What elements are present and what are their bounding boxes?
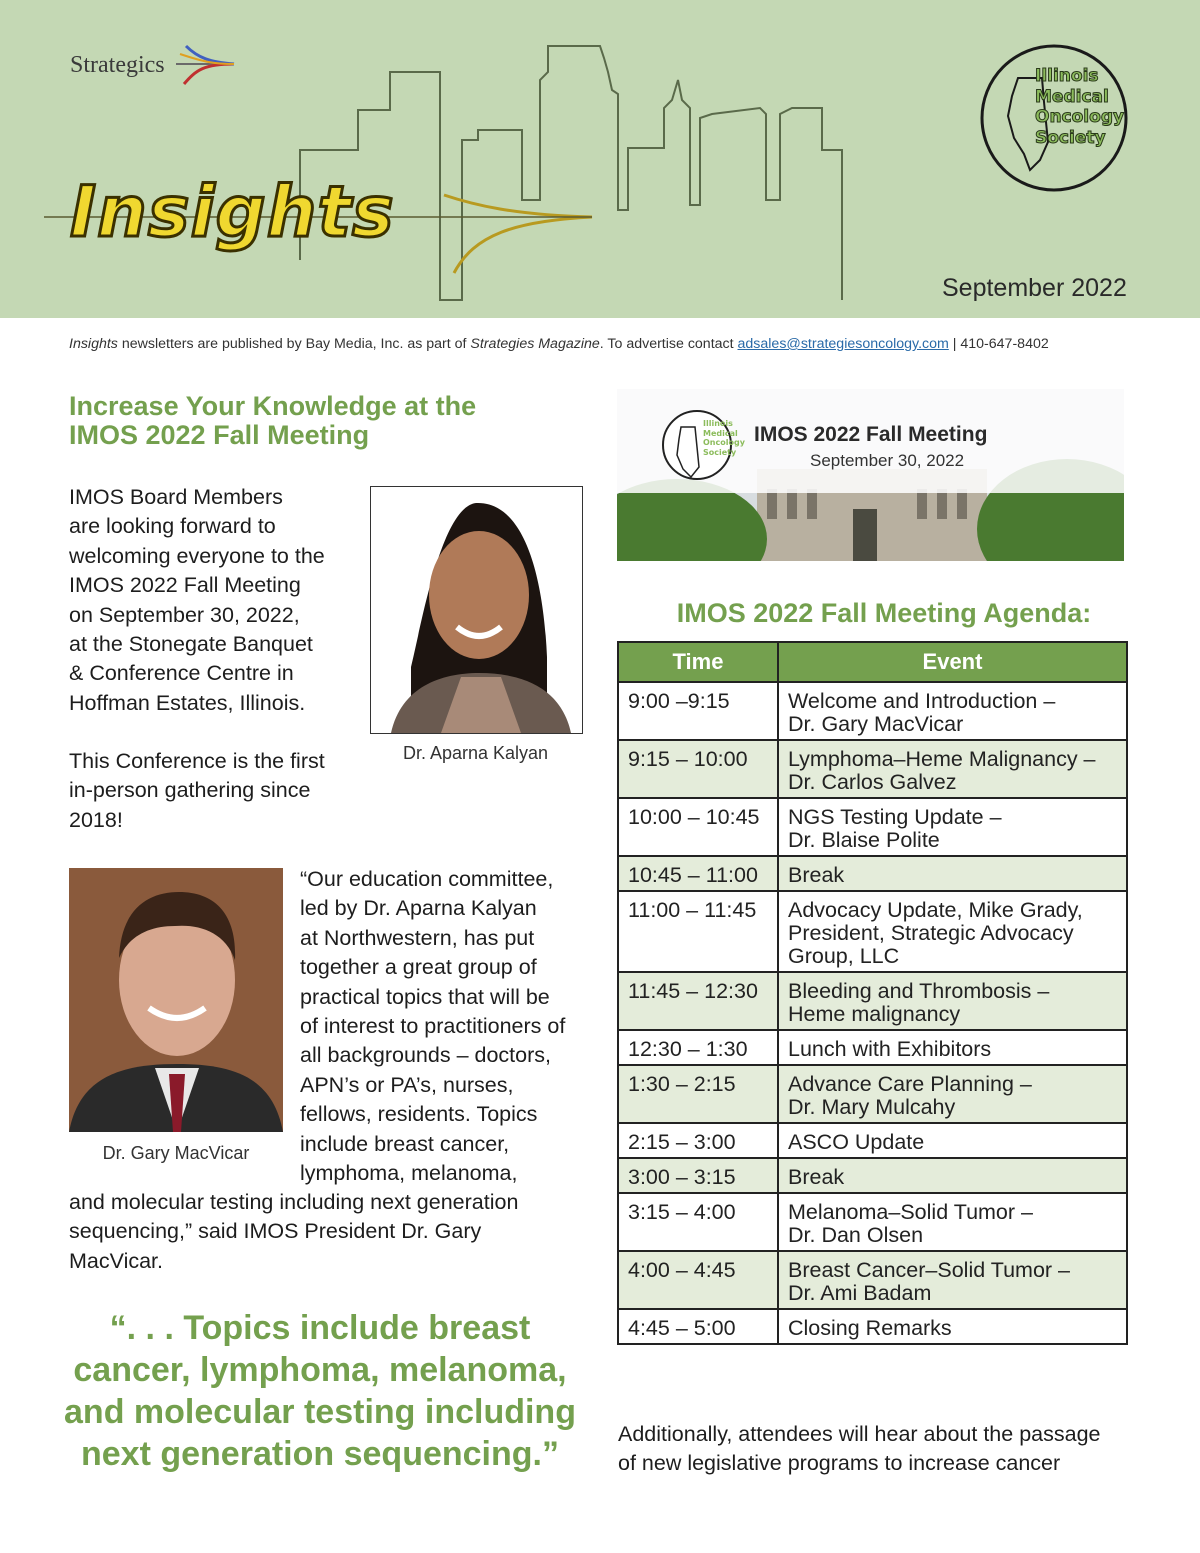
insights-italic: Insights <box>69 336 118 352</box>
text-line: MacVicar. <box>69 1248 163 1273</box>
macvicar-caption: Dr. Gary MacVicar <box>102 1143 250 1163</box>
agenda-row <box>618 1065 1127 1123</box>
imos-seal-text <box>1035 66 1135 148</box>
first-gathering-paragraph <box>69 747 359 835</box>
agenda-table <box>617 641 1128 1345</box>
text-line: APN’s or PA’s, nurses, <box>300 1072 514 1097</box>
text-line: “Our education committee, <box>300 867 554 891</box>
agenda-event-line: Dr. Ami Badam <box>788 1281 932 1305</box>
closing-paragraph <box>618 1420 1138 1479</box>
text-line: & Conference Centre in <box>69 661 294 686</box>
seal-line: Oncology <box>1035 107 1125 127</box>
agenda-event <box>778 1158 1127 1193</box>
text-line: of new legislative programs to increase cancer <box>618 1451 1061 1476</box>
agenda-event-line: Heme malignancy <box>788 1002 961 1026</box>
agenda-event <box>778 972 1127 1030</box>
agenda-time: 9:15 – 10:00 <box>618 740 778 798</box>
seal-line: Society <box>1035 127 1106 148</box>
agenda-time: 12:30 – 1:30 <box>618 1030 778 1065</box>
seal-line: Medical <box>1035 86 1109 107</box>
agenda-time: 3:00 – 3:15 <box>618 1158 778 1193</box>
agenda-event <box>778 798 1127 856</box>
text-line: in-person gathering since <box>69 778 311 803</box>
agenda-time: 1:30 – 2:15 <box>618 1065 778 1123</box>
text-line: 2018! <box>69 807 123 832</box>
agenda-row <box>618 1158 1127 1193</box>
text-line: fellows, residents. Topics <box>300 1102 538 1127</box>
agenda-time: 11:45 – 12:30 <box>618 972 778 1030</box>
portrait-image <box>69 868 283 1132</box>
banner-seal-text <box>703 419 745 457</box>
text-line: are looking forward to <box>69 514 276 539</box>
seal-line: Illinois <box>703 419 733 428</box>
meeting-banner <box>617 389 1124 561</box>
quote-paragraph <box>300 865 590 1188</box>
agenda-event-line: Breast Cancer–Solid Tumor – <box>788 1258 1071 1282</box>
agenda-event-line: Group, LLC <box>788 944 900 968</box>
agenda-event <box>778 682 1127 740</box>
kalyan-photo <box>370 486 583 734</box>
intro-paragraph <box>69 483 359 718</box>
agenda-event <box>778 1065 1127 1123</box>
banner-title: IMOS 2022 Fall Meeting <box>754 423 988 446</box>
text-line: This Conference is the first <box>69 749 325 773</box>
agenda-event-line: Closing Remarks <box>788 1316 952 1340</box>
agenda-event <box>778 1123 1127 1158</box>
agenda-event <box>778 891 1127 972</box>
quote-tail-paragraph <box>69 1188 589 1276</box>
agenda-time: 10:00 – 10:45 <box>618 798 778 856</box>
agenda-row <box>618 1123 1127 1158</box>
agenda-time: 4:45 – 5:00 <box>618 1309 778 1344</box>
banner-date: September 30, 2022 <box>810 451 965 470</box>
agenda-event-line: Break <box>788 863 845 887</box>
agenda-body <box>618 682 1127 1344</box>
seal-line: Illinois <box>1035 66 1099 86</box>
pub-text-1: newsletters are published by Bay Media, Inc. as part of <box>117 336 471 352</box>
event-column-header: Event <box>778 642 1127 682</box>
text-line: on September 30, 2022, <box>69 602 300 627</box>
seal-line: Medical <box>703 428 738 438</box>
strategics-wordmark: Strategics <box>70 52 165 78</box>
agenda-time: 11:00 – 11:45 <box>618 891 778 972</box>
agenda-event <box>778 1251 1127 1309</box>
agenda-event-line: Bleeding and Thrombosis – <box>788 979 1050 1003</box>
newsletter-title: Insights <box>70 171 395 253</box>
agenda-event <box>778 1193 1127 1251</box>
article-title: Increase Your Knowledge at the IMOS 2022 Fall Meeting <box>69 391 477 450</box>
agenda-row <box>618 856 1127 891</box>
agenda-event <box>778 1309 1127 1344</box>
issue-date: September 2022 <box>942 274 1127 302</box>
pub-text-3: | 410-647-8402 <box>948 336 1049 352</box>
pub-text-2: . To advertise contact <box>599 336 738 352</box>
agenda-event <box>778 856 1127 891</box>
agenda-event-line: Dr. Mary Mulcahy <box>788 1095 956 1119</box>
agenda-row <box>618 1193 1127 1251</box>
seal-line: Oncology <box>703 438 745 447</box>
kalyan-caption: Dr. Aparna Kalyan <box>402 743 549 763</box>
magazine-italic: Strategies Magazine <box>470 336 600 352</box>
insights-logo <box>44 171 395 267</box>
agenda-event-line: Advocacy Update, Mike Grady, <box>788 898 1083 922</box>
pull-quote: “. . . Topics include breast cancer, lymphoma, melanoma, and molecular testing including next generation sequencing.” <box>64 1309 576 1473</box>
time-column-header: Time <box>618 642 778 682</box>
text-line: together a great group of <box>300 955 537 980</box>
agenda-time: 3:15 – 4:00 <box>618 1193 778 1251</box>
text-line: all backgrounds – doctors, <box>300 1043 551 1068</box>
text-line: at Northwestern, has put <box>300 925 535 950</box>
portrait-image <box>371 487 582 733</box>
agenda-event-line: Dr. Dan Olsen <box>788 1223 924 1247</box>
agenda-row <box>618 1309 1127 1344</box>
agenda-time: 2:15 – 3:00 <box>618 1123 778 1158</box>
text-line: and molecular testing including next generation <box>69 1190 519 1214</box>
agenda-event-line: Dr. Blaise Polite <box>788 828 940 852</box>
text-line: practical topics that will be <box>300 984 550 1009</box>
agenda-event-line: NGS Testing Update – <box>788 805 1002 829</box>
agenda-title: IMOS 2022 Fall Meeting Agenda: <box>676 598 1092 628</box>
text-line: Hoffman Estates, Illinois. <box>69 690 306 715</box>
agenda-row <box>618 798 1127 856</box>
masthead <box>0 0 1200 318</box>
agenda-row <box>618 682 1127 740</box>
agenda-event-line: Welcome and Introduction – <box>788 689 1056 713</box>
text-line: Additionally, attendees will hear about the passage <box>618 1422 1101 1446</box>
seal-line: Society <box>703 447 737 457</box>
agenda-header-row <box>618 642 1127 682</box>
agenda-row <box>618 972 1127 1030</box>
text-line: of interest to practitioners of <box>300 1014 566 1039</box>
advertise-email-link[interactable]: adsales@strategiesoncology.com <box>737 336 949 352</box>
agenda-event-line: Melanoma–Solid Tumor – <box>788 1200 1033 1224</box>
capitol-building-image <box>617 389 1124 561</box>
text-line: at the Stonegate Banquet <box>69 632 313 657</box>
agenda-event <box>778 740 1127 798</box>
agenda-row <box>618 740 1127 798</box>
text-line: sequencing,” said IMOS President Dr. Gary <box>69 1219 482 1244</box>
agenda-event-line: Break <box>788 1165 845 1189</box>
text-line: include breast cancer, <box>300 1131 510 1156</box>
arrow-icon <box>174 40 236 90</box>
text-line: IMOS 2022 Fall Meeting <box>69 573 301 598</box>
agenda-event-line: Dr. Carlos Galvez <box>788 770 957 794</box>
agenda-row <box>618 891 1127 972</box>
agenda-event-line: Advance Care Planning – <box>788 1072 1032 1096</box>
agenda-row <box>618 1251 1127 1309</box>
agenda-row <box>618 1030 1127 1065</box>
agenda-event-line: ASCO Update <box>788 1130 925 1154</box>
text-line: led by Dr. Aparna Kalyan <box>300 896 537 921</box>
strategics-logo <box>70 52 165 79</box>
text-line: lymphoma, melanoma, <box>300 1161 518 1186</box>
agenda-event-line: President, Strategic Advocacy <box>788 921 1074 945</box>
text-line: welcoming everyone to the <box>69 543 325 568</box>
agenda-event <box>778 1030 1127 1065</box>
publication-line <box>69 336 1049 352</box>
agenda-event-line: Lymphoma–Heme Malignancy – <box>788 747 1096 771</box>
agenda-event-line: Dr. Gary MacVicar <box>788 712 964 736</box>
agenda-time: 4:00 – 4:45 <box>618 1251 778 1309</box>
agenda-time: 9:00 –9:15 <box>618 682 778 740</box>
text-line: IMOS Board Members <box>69 485 283 509</box>
agenda-time: 10:45 – 11:00 <box>618 856 778 891</box>
agenda-event-line: Lunch with Exhibitors <box>788 1037 992 1061</box>
macvicar-photo <box>69 868 283 1132</box>
